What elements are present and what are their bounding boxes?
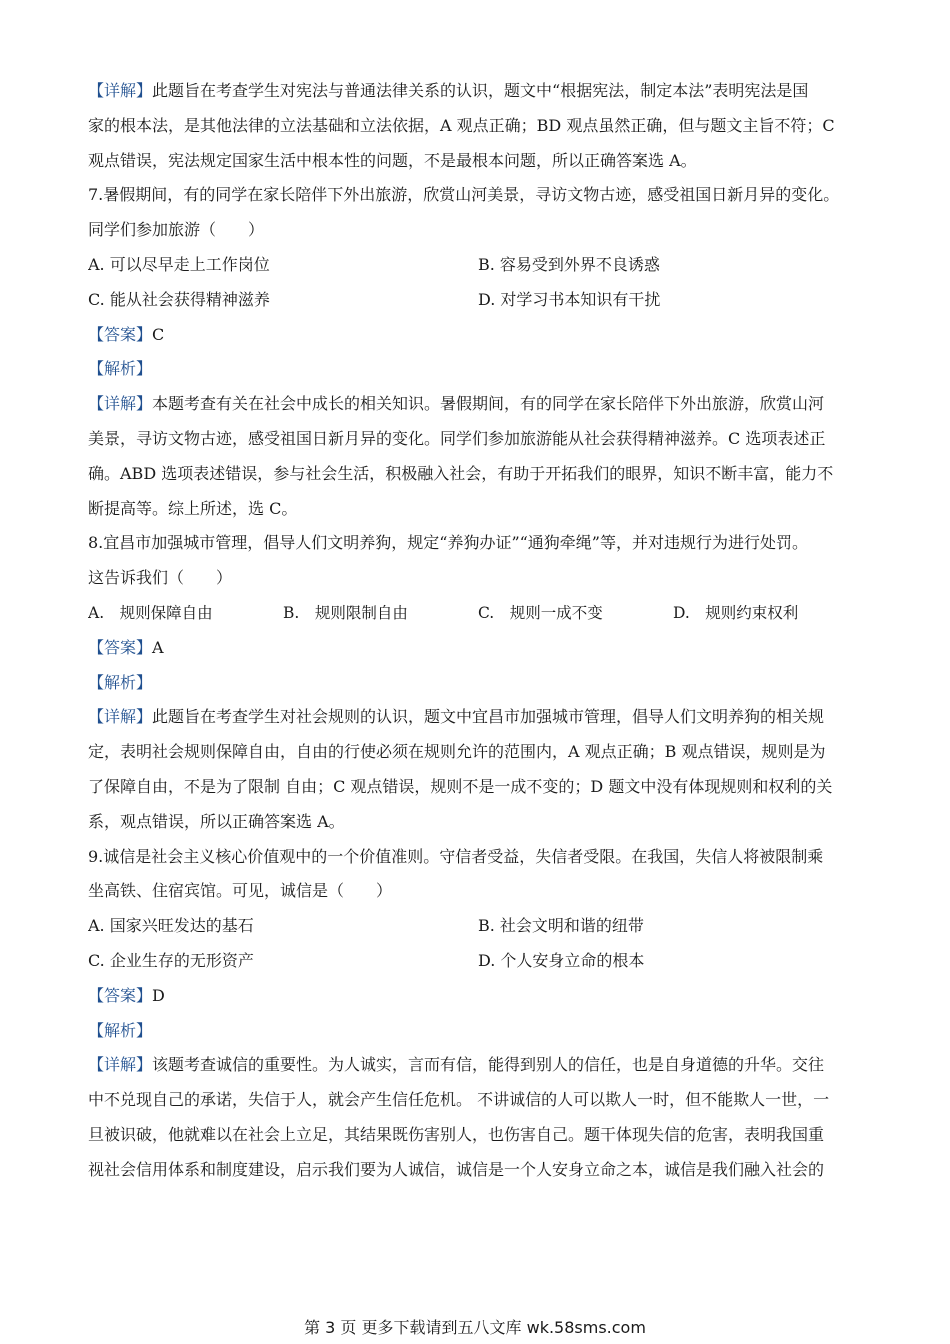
question-9-stem: 坐高铁、住宿宾馆。可见，诚信是（ ） <box>88 881 393 901</box>
detail-tag: 【详解】 <box>88 394 153 414</box>
detail-line: 【详解】本题考查有关在社会中成长的相关知识。暑假期间，有的同学在家长陪伴下外出旅游，欣赏山河 <box>88 394 825 414</box>
question-9-options <box>88 909 868 944</box>
detail-line: 【详解】此题旨在考查学生对宪法与普通法律关系的认识，题文中“根据宪法，制定本法”表明宪法是国 <box>88 81 809 100</box>
detail-line: 家的根本法，是其他法律的立法基础和立法依据，A 观点正确；BD 观点虽然正确，但与题文主旨不符；C <box>88 115 835 135</box>
analysis-line <box>88 352 868 387</box>
detail-tag: 【详解】 <box>88 707 153 727</box>
option-a: A. 可以尽早走上工作岗位 <box>88 254 270 274</box>
option-c: C. 企业生存的无形资产 <box>88 950 254 970</box>
question-7-stem: 7.暑假期间，有的同学在家长陪伴下外出旅游，欣赏山河美景，寻访文物古迹，感受祖国日新月异的变化。 <box>88 185 840 205</box>
analysis-tag: 【解析】 <box>88 672 153 692</box>
question-7-stem: 同学们参加旅游（ ） <box>88 220 265 240</box>
question-8-stem: 这告诉我们（ ） <box>88 568 233 588</box>
option-a: A. 国家兴旺发达的基石 <box>88 916 254 936</box>
answer-line <box>88 318 868 353</box>
detail-line: 【详解】此题旨在考查学生对社会规则的认识，题文中宜昌市加强城市管理，倡导人们文明养狗的相关规 <box>88 707 825 727</box>
answer-tag: 【答案】 <box>88 324 153 344</box>
analysis-tag: 【解析】 <box>88 359 153 379</box>
detail-line: 美景，寻访文物古迹，感受祖国日新月异的变化。同学们参加旅游能从社会获得精神滋养。C 选项表述正 <box>88 428 826 448</box>
answer-line <box>88 979 868 1014</box>
detail-tag: 【详解】 <box>88 1055 153 1075</box>
question-9-stem: 9.诚信是社会主义核心价值观中的一个价值准则。守信者受益，失信者受限。在我国，失信人将被限制乘 <box>88 846 824 866</box>
detail-line: 视社会信用体系和制度建设，启示我们要为人诚信，诚信是一个人安身立命之本，诚信是我们融入社会的 <box>88 1159 825 1179</box>
option-d: D. 个人安身立命的根本 <box>478 950 645 970</box>
detail-line: 确。ABD 选项表述错误，参与社会生活，积极融入社会，有助于开拓我们的眼界，知识不断丰富，能力不 <box>88 463 834 483</box>
detail-line: 旦被识破，他就难以在社会上立足，其结果既伤害别人，也伤害自己。题干体现失信的危害，表明我国重 <box>88 1124 825 1144</box>
detail-line: 了保障自由，不是为了限制 自由；C 观点错误，规则不是一成不变的；D 题文中没有体现规则和权利的关 <box>88 776 833 796</box>
page-footer: 第 3 页 更多下载请到五八文库 wk.58sms.com <box>304 1318 646 1337</box>
detail-tag: 【详解】 <box>88 81 153 100</box>
answer-value: A <box>152 637 164 657</box>
answer-tag: 【答案】 <box>88 985 153 1005</box>
answer-tag: 【答案】 <box>88 637 153 657</box>
analysis-tag: 【解析】 <box>88 1020 153 1040</box>
detail-line: 断提高等。综上所述，选 C。 <box>88 498 298 518</box>
option-b: B. 容易受到外界不良诱惑 <box>478 254 660 274</box>
analysis-line <box>88 666 868 701</box>
answer-value: D <box>152 985 165 1005</box>
document-page <box>88 74 868 1188</box>
question-8-stem: 8.宜昌市加强城市管理，倡导人们文明养狗，规定“养狗办证”“通狗牵绳”等，并对违规行为进行处罚。 <box>88 533 808 553</box>
answer-line <box>88 631 868 666</box>
option-a: A. 规则保障自由 <box>88 603 213 622</box>
option-d: D. 规则约束权利 <box>673 603 799 622</box>
question-7-options <box>88 283 868 318</box>
option-c: C. 规则一成不变 <box>478 603 603 622</box>
detail-line: 观点错误，宪法规定国家生活中根本性的问题，不是最根本问题，所以正确答案选 A。 <box>88 150 697 170</box>
answer-value: C <box>152 324 165 344</box>
option-b: B. 社会文明和谐的纽带 <box>478 916 644 936</box>
detail-line: 系，观点错误，所以正确答案选 A。 <box>88 811 345 831</box>
detail-line: 【详解】该题考查诚信的重要性。为人诚实，言而有信，能得到别人的信任，也是自身道德的升华。交往 <box>88 1055 825 1075</box>
question-8-options <box>88 596 868 631</box>
question-7-options <box>88 248 868 283</box>
option-d: D. 对学习书本知识有干扰 <box>478 289 661 309</box>
option-c: C. 能从社会获得精神滋养 <box>88 289 270 309</box>
option-b: B. 规则限制自由 <box>283 603 408 622</box>
detail-line: 定，表明社会规则保障自由，自由的行使必须在规则允许的范围内，A 观点正确；B 观点错误，规则是为 <box>88 742 826 762</box>
analysis-line <box>88 1014 868 1049</box>
question-9-options <box>88 944 868 979</box>
detail-line: 中不兑现自己的承诺，失信于人，就会产生信任危机。 不讲诚信的人可以欺人一时，但不能欺人一世，一 <box>88 1090 830 1110</box>
